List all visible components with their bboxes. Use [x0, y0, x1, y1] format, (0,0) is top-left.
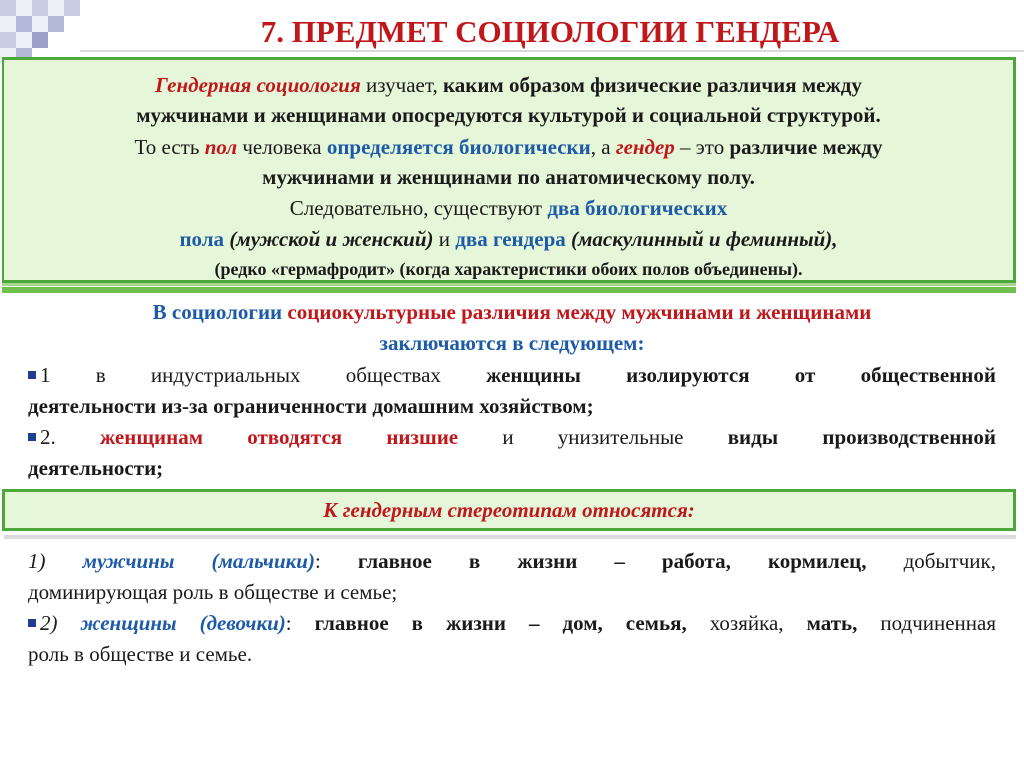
text: и: [433, 227, 456, 251]
differences-point-1: [28, 360, 996, 391]
text: 1 в индустриальных обществах: [40, 363, 487, 387]
slide-title: 7. ПРЕДМЕТ СОЦИОЛОГИИ ГЕНДЕРА: [260, 14, 840, 49]
text: женщины (девочки): [80, 611, 286, 635]
text: (маскулинный и феминный),: [565, 227, 838, 251]
definition-line-3: [4, 132, 1013, 162]
text: виды производственной: [727, 425, 996, 449]
differences-point-1-cont: деятельности из-за ограниченности домашним хозяйством;: [28, 394, 594, 418]
bullet-icon: [28, 371, 36, 379]
text: :: [285, 611, 315, 635]
term-gender-sociology: Гендерная социология: [155, 73, 361, 97]
term-gender: гендер: [615, 135, 675, 159]
stereotypes-divider: [4, 535, 1016, 539]
text: и унизительные: [458, 425, 728, 449]
bullet-icon: [28, 619, 36, 627]
definition-line-6: [4, 224, 1013, 254]
text: каким образом физические различия между: [442, 73, 862, 97]
definition-line-2: мужчинами и женщинами опосредуются культурой и социальной структурой.: [136, 103, 881, 127]
bullet-icon: [28, 433, 36, 441]
corner-decoration: [0, 0, 80, 64]
text: подчиненная: [857, 611, 997, 635]
stereotypes-heading: К гендерным стереотипам относятся:: [323, 498, 695, 522]
text: хозяйка,: [686, 611, 807, 635]
text: (мужской и женский): [224, 227, 434, 251]
stereotype-women-cont: роль в обществе и семье.: [28, 642, 253, 666]
stereotype-men-cont: доминирующая роль в обществе и семье;: [28, 580, 398, 604]
stereotype-women: [28, 608, 996, 639]
text: социокультурные различия между мужчинами и женщинами: [287, 300, 872, 324]
text: два гендера: [455, 227, 566, 251]
definition-line-4: мужчинами и женщинами по анатомическому полу.: [262, 165, 755, 189]
text: добытчик,: [866, 549, 996, 573]
text: пола: [179, 227, 225, 251]
text: мать,: [806, 611, 858, 635]
text: женщины изолируются от общественной: [486, 363, 996, 387]
differences-heading-1: [0, 297, 1024, 327]
definition-line-1: [4, 70, 1013, 100]
text: Следовательно, существуют: [289, 196, 548, 220]
text: определяется биологически: [326, 135, 591, 159]
text: человека: [237, 135, 327, 159]
text: женщинам отводятся низшие: [99, 425, 459, 449]
text: В социологии: [152, 300, 288, 324]
stereotypes-heading-box: [2, 489, 1016, 531]
text: главное в жизни – работа, кормилец,: [357, 549, 867, 573]
text: :: [314, 549, 358, 573]
differences-heading-2: заключаются в следующем:: [379, 331, 645, 355]
text: главное в жизни – дом, семья,: [314, 611, 687, 635]
title-divider: [80, 50, 1024, 52]
text: изучает,: [360, 73, 443, 97]
text: , а: [590, 135, 616, 159]
differences-point-2: [28, 422, 996, 453]
text: 1): [28, 549, 83, 573]
text: мужчины (мальчики): [82, 549, 315, 573]
text: 2.: [40, 425, 100, 449]
definition-line-5: [4, 193, 1013, 223]
term-sex: пол: [204, 135, 238, 159]
definition-box: [2, 57, 1016, 283]
text: – это: [674, 135, 730, 159]
differences-point-2-cont: деятельности;: [28, 456, 164, 480]
stereotype-men: [28, 546, 996, 577]
text: два биологических: [547, 196, 728, 220]
text: различие между: [729, 135, 883, 159]
text: 2): [40, 611, 81, 635]
section-divider: [2, 287, 1016, 293]
text: То есть: [134, 135, 205, 159]
definition-line-7: (редко «гермафродит» (когда характеристики обоих полов объединены).: [214, 259, 803, 279]
